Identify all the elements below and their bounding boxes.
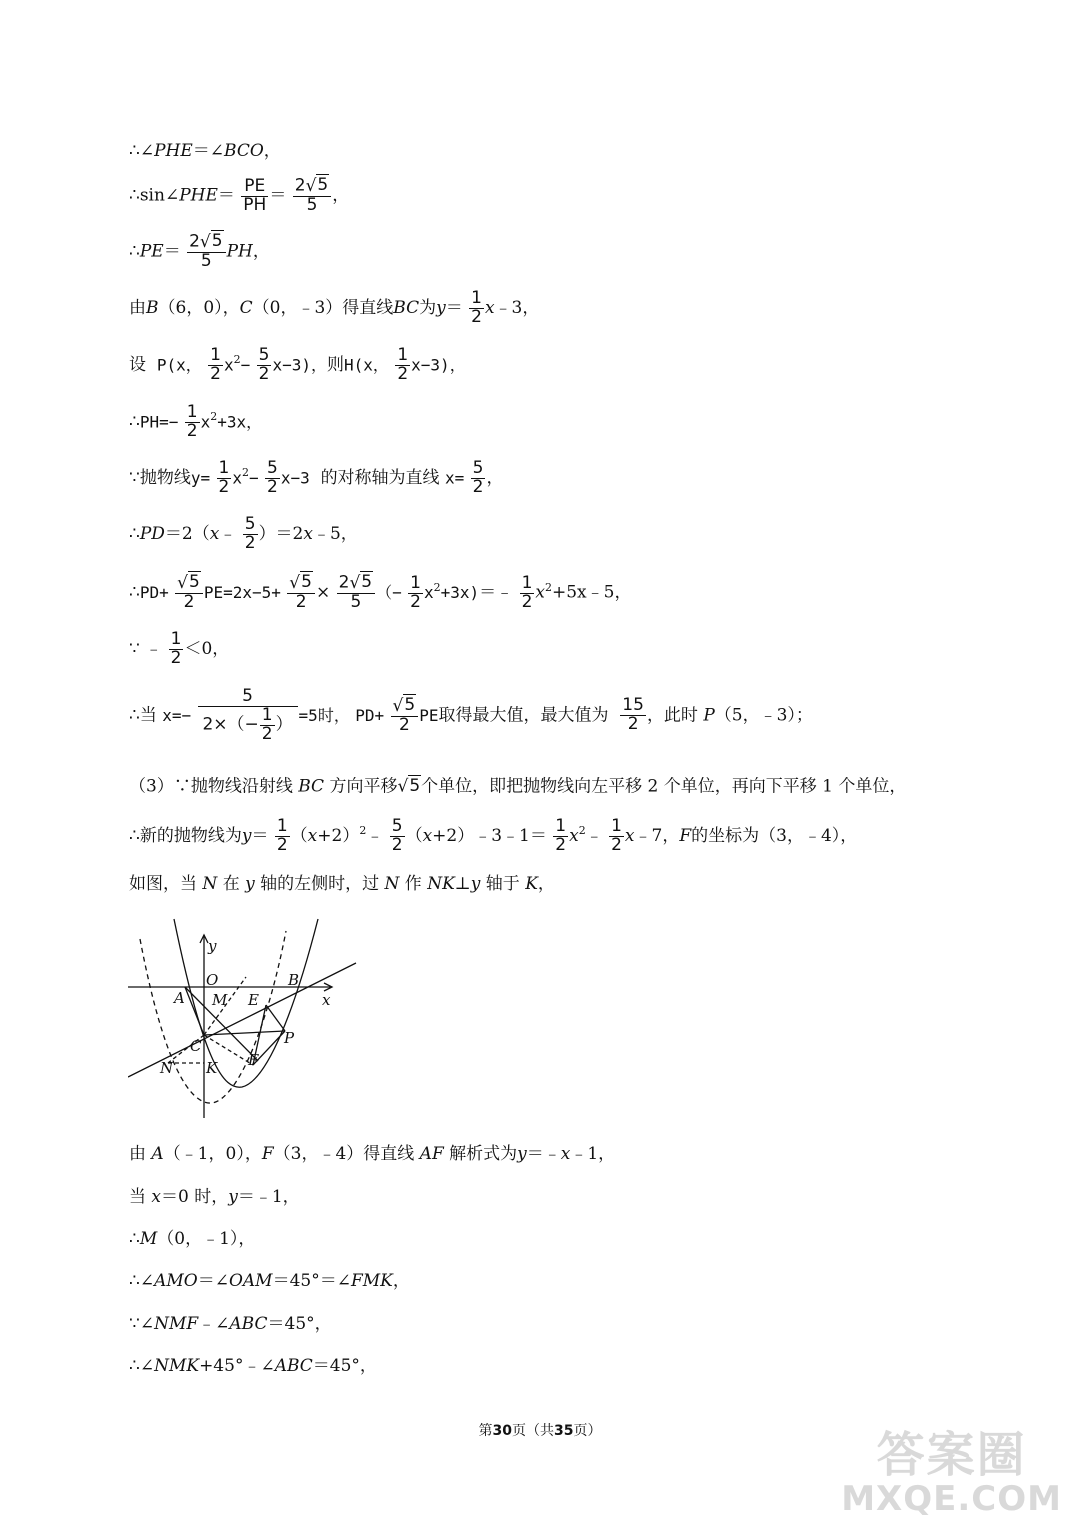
text: ﹣7，	[634, 825, 680, 846]
numerator: 1	[521, 572, 533, 593]
coef: 2	[338, 572, 350, 593]
var-x: x	[560, 1144, 571, 1164]
math: H(x，	[344, 355, 389, 375]
text: ﹣5，	[312, 523, 358, 544]
label-c: C	[190, 1037, 202, 1055]
text: （	[405, 825, 423, 846]
math: +3x)	[440, 583, 480, 603]
numerator: 5	[198, 688, 298, 707]
text: 页（共	[512, 1423, 554, 1439]
math: x−3)，	[272, 355, 328, 375]
numerator: 1	[261, 704, 273, 725]
text: （﹣1，0），	[163, 1144, 262, 1164]
denominator: 2	[218, 476, 230, 497]
math: x	[223, 355, 234, 375]
text: （3，﹣4）得直线	[273, 1144, 415, 1164]
line-12	[129, 778, 906, 796]
numerator	[175, 574, 203, 594]
watermark-logo	[841, 1416, 1062, 1519]
line-1	[129, 143, 281, 160]
numerator: 1	[218, 458, 230, 478]
var-n: N	[384, 874, 400, 894]
therefore-symbol: ∴	[129, 1271, 140, 1291]
denominator: 2	[555, 834, 567, 855]
denominator: 2	[210, 363, 221, 384]
label-f: F	[248, 1051, 259, 1069]
therefore-symbol: ∴	[129, 523, 140, 544]
text: 轴的左侧时，过	[260, 874, 380, 894]
var-x: x	[303, 523, 313, 544]
fraction-1-2	[185, 404, 200, 441]
radicand: 5	[211, 231, 223, 251]
text: ，此时	[646, 705, 698, 726]
var-bc: BC	[393, 297, 420, 318]
therefore-symbol: ∴	[129, 825, 140, 846]
fraction-root5-2	[391, 694, 419, 735]
sqrt: √5	[392, 694, 416, 716]
denominator: 5	[200, 251, 212, 272]
math: x=−	[162, 705, 192, 725]
var-phe: PHE	[179, 185, 218, 206]
punct: ，	[537, 874, 555, 894]
because-symbol: ∵	[129, 1314, 140, 1334]
var-b: B	[146, 297, 159, 318]
fraction-1-2	[217, 460, 232, 497]
text: ﹣	[198, 1314, 216, 1334]
denominator: 5	[350, 592, 362, 613]
line-11	[129, 688, 813, 744]
text: 当	[129, 1187, 146, 1207]
fraction-1-2	[395, 347, 410, 384]
label-p: P	[284, 1029, 295, 1047]
exponent: 2	[359, 824, 367, 838]
parabola-figure	[128, 915, 360, 1123]
equals: ＝	[269, 185, 287, 206]
fraction-2root5-5	[337, 574, 376, 612]
var-nk: NK⊥y	[427, 874, 481, 894]
numerator: 1	[410, 572, 421, 593]
angle-nmf: ∠NMF	[139, 1314, 199, 1334]
numerator: 5	[267, 458, 278, 478]
numerator	[391, 694, 419, 717]
text: 页）	[573, 1423, 602, 1439]
fraction-1-2	[609, 818, 624, 855]
punct: ，	[332, 185, 350, 206]
math: PE	[419, 705, 439, 725]
sqrt: √5	[177, 572, 200, 593]
var-bc: BC	[298, 776, 325, 797]
line-3	[129, 233, 270, 271]
fraction-5-2	[265, 460, 280, 497]
fraction-2root5-5	[187, 233, 226, 271]
text: +2）﹣3﹣1＝	[432, 825, 547, 846]
therefore-symbol: ∴	[129, 705, 140, 726]
label-m: M	[212, 991, 228, 1009]
exponent: 2	[544, 580, 552, 594]
parabola-shifted	[140, 931, 286, 1103]
text: 的对称轴为直线	[320, 467, 440, 488]
var-p: P	[703, 705, 715, 726]
punct: ，	[252, 241, 270, 262]
numerator: 1	[397, 345, 409, 365]
math: PH=−	[139, 412, 179, 432]
var-x: x	[422, 825, 433, 846]
text: +45°﹣	[199, 1356, 261, 1376]
equals: ＝	[445, 297, 463, 318]
punct: ，	[263, 141, 281, 161]
var-f: F	[679, 825, 692, 846]
angle-symbol: ∠	[209, 141, 225, 161]
text: 当	[139, 705, 157, 726]
text: ＝﹣	[526, 1144, 561, 1164]
numerator: 1	[471, 288, 482, 308]
label-y: y	[208, 937, 217, 955]
line-5	[129, 347, 466, 384]
fraction-2root5-5	[293, 177, 332, 215]
label-e: E	[248, 991, 259, 1009]
fraction-1-2	[260, 704, 275, 744]
var-y: y	[241, 825, 252, 846]
denominator: 2	[397, 363, 409, 384]
var-x: x	[151, 1187, 161, 1207]
line-20	[129, 1358, 377, 1375]
exponent: 2	[233, 353, 241, 367]
denominator: 2	[276, 834, 288, 855]
var-n: N	[202, 874, 218, 894]
text: ﹣	[585, 825, 603, 846]
denominator: 2	[398, 714, 410, 735]
var-x: x	[484, 297, 495, 318]
denominator: 2	[391, 834, 403, 855]
math: −	[248, 468, 259, 488]
line-8	[129, 516, 358, 553]
math: y=	[190, 468, 211, 488]
denominator: 2	[258, 363, 270, 384]
numerator: 1	[555, 816, 567, 836]
text: （0，﹣3）得直线	[252, 297, 394, 318]
angle-oam: ∠OAM	[214, 1271, 273, 1291]
var-f: F	[261, 1144, 274, 1164]
text: ）＝2	[258, 523, 304, 544]
fraction-1-2	[169, 631, 184, 668]
numerator	[293, 177, 332, 197]
denominator: 2	[521, 591, 533, 612]
text: 设	[129, 354, 146, 375]
because-symbol: ∵	[129, 638, 140, 659]
text: （3）∵抛物线沿射线	[129, 776, 293, 797]
text: ＝45°，	[312, 1356, 377, 1376]
denominator: 2	[267, 476, 278, 497]
parabola-original	[174, 919, 318, 1087]
var-y: y	[517, 1144, 527, 1164]
math: =5时，	[298, 705, 350, 725]
text: 抛物线	[139, 467, 191, 488]
fraction-1-2	[553, 818, 568, 855]
coef: 2	[294, 175, 306, 196]
denominator: 2	[471, 306, 482, 327]
text: ﹣3，	[494, 297, 540, 318]
var-x: x	[307, 825, 318, 846]
text: ＝0 时，	[161, 1187, 229, 1207]
therefore-symbol: ∴	[129, 1229, 140, 1249]
denominator: PH	[243, 194, 267, 215]
var-ph: PH	[226, 241, 253, 262]
equals: ＝	[197, 1271, 215, 1291]
numerator: 5	[472, 458, 484, 478]
label-a: A	[174, 989, 185, 1007]
text: ﹣1，	[570, 1144, 616, 1164]
segment-ep	[266, 1005, 285, 1031]
watermark-top: 答案圈	[876, 1427, 1027, 1483]
math: x−3	[280, 468, 310, 488]
sqrt: √5	[397, 776, 421, 797]
fraction-root5-2	[287, 574, 315, 612]
page-number: 30	[492, 1423, 512, 1439]
line-14	[129, 876, 555, 893]
text: 2×（−	[202, 714, 259, 735]
denominator: 2	[170, 647, 182, 668]
numerator	[337, 574, 376, 594]
equals: ＝	[163, 241, 181, 262]
text: ＜0，	[184, 638, 230, 659]
numerator: 15	[622, 695, 644, 716]
line-2	[129, 177, 349, 215]
fraction-root5-2	[175, 574, 203, 612]
line-6	[129, 404, 262, 441]
numerator: 1	[186, 402, 198, 422]
times: ×	[315, 582, 331, 603]
equals: ＝	[217, 185, 235, 206]
because-symbol: ∵	[129, 467, 140, 488]
therefore-symbol: ∴	[129, 241, 140, 262]
text: +5x﹣5，	[551, 582, 632, 603]
var-y: y	[436, 297, 446, 318]
text: （	[290, 825, 308, 846]
fraction-15-2	[620, 697, 646, 734]
exponent: 2	[210, 410, 218, 424]
var-k: K	[525, 874, 538, 894]
line-10	[129, 631, 229, 668]
angle-abc: ∠ABC	[260, 1356, 313, 1376]
math: −	[240, 355, 251, 375]
var-y: y	[228, 1187, 238, 1207]
line-18	[129, 1273, 410, 1290]
fraction-1-2	[275, 818, 290, 855]
fraction-1-2	[520, 572, 535, 612]
exponent: 2	[578, 824, 586, 838]
numerator: 5	[244, 514, 256, 534]
exponent: 2	[433, 580, 441, 594]
text: ）	[275, 714, 293, 735]
equals: ＝	[251, 825, 269, 846]
text: 解析式为	[449, 1144, 518, 1164]
fraction-5-2	[390, 818, 405, 855]
denominator: 2	[261, 723, 273, 744]
line-9	[129, 574, 631, 612]
sqrt: √5	[349, 572, 373, 593]
fraction-1-2	[208, 347, 223, 384]
math: P(x，	[156, 355, 202, 375]
fraction-5-2	[243, 516, 258, 553]
numerator: 1	[170, 629, 182, 649]
var-x: x	[569, 825, 579, 846]
therefore-symbol: ∴	[129, 185, 140, 206]
text: ﹣	[145, 638, 163, 659]
label-o: O	[206, 971, 219, 989]
text: 由	[129, 1144, 146, 1164]
label-k: K	[206, 1059, 218, 1077]
page-total: 35	[554, 1423, 574, 1439]
var-c: C	[239, 297, 253, 318]
text: ＝﹣	[479, 582, 514, 603]
line-19	[129, 1316, 332, 1333]
text: 个单位，即把抛物线向左平移 2 个单位，再向下平移 1 个单位，	[421, 776, 907, 797]
radicand: 5	[361, 572, 373, 592]
line-7	[129, 460, 503, 497]
angle-amo: ∠AMO	[139, 1271, 198, 1291]
exponent: 2	[241, 466, 249, 480]
text: 新的抛物线为	[139, 825, 242, 846]
label-n: N	[160, 1059, 174, 1077]
var-a: A	[151, 1144, 164, 1164]
var-pd: PD	[139, 523, 165, 544]
var-x: x	[535, 582, 545, 603]
equals: ＝	[192, 141, 210, 161]
denominator: 2	[183, 592, 195, 613]
text: 方向平移	[329, 776, 398, 797]
math: x−3)，	[411, 355, 466, 375]
text: 如图，当	[129, 874, 197, 894]
numerator: 1	[611, 816, 622, 836]
denominator: 2	[472, 476, 484, 497]
watermark-bottom: MXQE.COM	[841, 1479, 1062, 1519]
label-b: B	[288, 971, 300, 989]
text: ＝45°＝	[272, 1271, 337, 1291]
text: ＝2（	[164, 523, 210, 544]
fraction-5-2	[257, 347, 272, 384]
denominator: 2	[244, 532, 256, 553]
therefore-symbol: ∴	[129, 141, 140, 161]
denominator: 5	[306, 195, 318, 216]
sin-text: sin∠	[139, 185, 180, 206]
math: PD+	[355, 705, 385, 725]
var-x: x	[624, 825, 635, 846]
text: +2）	[317, 825, 360, 846]
line-15	[129, 1146, 615, 1163]
var-y: y	[245, 874, 255, 894]
var-x: x	[209, 523, 220, 544]
text: ﹣	[366, 825, 384, 846]
therefore-symbol: ∴	[129, 582, 140, 603]
math: x	[232, 468, 242, 488]
text: 作	[404, 874, 422, 894]
var-bco: BCO	[224, 141, 264, 161]
line-16	[129, 1189, 300, 1206]
angle-abc: ∠ABC	[215, 1314, 268, 1334]
var-af: AF	[419, 1144, 444, 1164]
text: 第	[478, 1423, 493, 1439]
numerator: PE	[241, 178, 268, 197]
label-x: x	[322, 991, 331, 1009]
text: 为	[419, 297, 437, 318]
fraction-5-2	[471, 460, 486, 497]
therefore-symbol: ∴	[129, 411, 140, 432]
numerator	[187, 233, 226, 253]
text: （5，﹣3）；	[714, 705, 813, 726]
radicand: 5	[301, 572, 312, 592]
coef: 2	[189, 231, 200, 252]
numerator: 1	[276, 816, 288, 836]
angle-fmk: ∠FMK	[336, 1271, 393, 1291]
angle-symbol: ∠	[139, 141, 155, 161]
text: 在	[222, 874, 240, 894]
line-13	[129, 818, 857, 855]
text: 的坐标为（3，﹣4），	[691, 825, 858, 846]
denominator: 2	[186, 420, 198, 441]
text: ＝﹣1，	[237, 1187, 300, 1207]
denominator	[198, 704, 298, 744]
sqrt: √5	[305, 175, 329, 196]
radicand: 5	[317, 175, 329, 195]
text: 由	[129, 297, 146, 318]
radicand: 5	[409, 776, 421, 796]
line-17	[129, 1231, 255, 1248]
denominator: 2	[295, 592, 307, 613]
sqrt: √5	[199, 231, 223, 252]
math: +3x，	[217, 412, 263, 432]
text: ﹣	[219, 523, 237, 544]
var-pe: PE	[139, 241, 164, 262]
text: 则	[327, 354, 345, 375]
numerator: 1	[210, 345, 221, 365]
punct: ，	[486, 467, 504, 488]
radicand: 5	[404, 694, 416, 715]
text: 取得最大值，最大值为	[438, 705, 609, 726]
text: ＝45°，	[267, 1314, 332, 1334]
punct: ，	[392, 1271, 410, 1291]
fraction-1-2	[469, 290, 484, 327]
segment-ac	[185, 987, 204, 1035]
sqrt: √5	[289, 572, 312, 593]
line-4	[129, 290, 539, 327]
fraction-pe-ph	[241, 175, 268, 215]
math: x=	[444, 468, 465, 488]
text: 轴于	[485, 874, 520, 894]
text: （6，0），	[158, 297, 240, 318]
radicand: 5	[188, 572, 200, 592]
numerator: 5	[391, 816, 403, 836]
denominator: 2	[410, 591, 421, 612]
text: （0，﹣1），	[157, 1229, 256, 1249]
var-m: M	[139, 1229, 158, 1249]
fraction-1-2	[408, 572, 423, 612]
denominator: 2	[611, 834, 622, 855]
numerator	[287, 574, 315, 594]
math: PE=2x−5+	[203, 583, 281, 603]
numerator: 5	[258, 345, 270, 365]
math: x	[423, 583, 434, 603]
math: （−	[376, 583, 402, 603]
var-phe: PHE	[154, 141, 193, 161]
math: x	[200, 412, 211, 432]
therefore-symbol: ∴	[129, 1356, 140, 1376]
denominator: 2	[627, 714, 639, 735]
math: PD+	[139, 583, 169, 603]
fraction-5-over-2x-neg-half	[198, 688, 298, 744]
angle-nmk: ∠NMK	[139, 1356, 200, 1376]
